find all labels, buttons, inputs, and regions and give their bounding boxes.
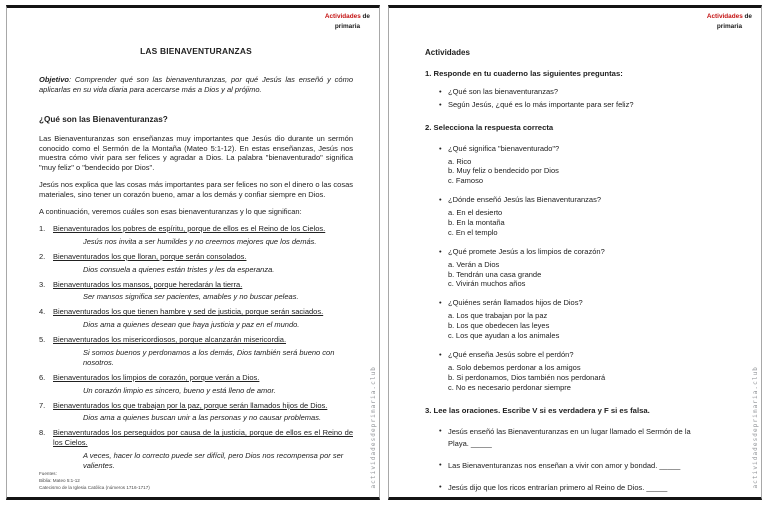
question-text-row <box>425 350 727 360</box>
question-text: • ¿Qué enseña Jesús sobre el perdón? <box>448 349 574 359</box>
option-item: b. En la montaña <box>448 217 505 227</box>
objective-text: Objetivo: Comprender qué son las bienaventuranzas, por qué Jesús las enseñó y cómo aplicarlas en su vida diaria para acercarse más a Dios y al prójimo. <box>39 75 353 94</box>
beatitude-text: Bienaventurados los que trabajan por la paz, porque serán llamados hijos de Dios. <box>53 400 328 410</box>
brand-word-actividades: Actividades <box>706 13 743 20</box>
beatitude-text: Bienaventurados los mansos, porque heredarán la tierra. <box>53 279 243 289</box>
brand-word-de: de <box>362 13 370 20</box>
brand-line-2: primaria <box>334 22 361 30</box>
sources-note <box>39 471 150 492</box>
watermark-vertical: actividadesdeprimaria.club <box>752 366 759 489</box>
page-2 <box>388 5 762 500</box>
page-1 <box>6 5 380 500</box>
paragraph: Las Bienaventuranzas son enseñanzas muy importantes que Jesús dio durante un sermón conocido como el Sermón de la Montaña (Mateo 5:1-12). En estas enseñanzas, Jesús nos muestra cómo vivir para ser felices y agradar a Dios. La palabra "bienaventurado" significa "muy feliz" o "bendecido por Dios". <box>39 133 353 173</box>
option-item: a. Rico <box>448 156 472 166</box>
truefalse-item: • Jesús enseñó las Bienaventuranzas en un lugar llamado el Sermón de la Playa. _____ <box>425 426 727 450</box>
option-item: b. Los que obedecen las leyes <box>448 321 550 331</box>
question-item <box>425 298 727 341</box>
activity-2-heading: 2. Selecciona la respuesta correcta <box>425 123 554 133</box>
beatitude-meaning: Dios consuela a quienes están tristes y les da esperanza. <box>83 264 275 274</box>
beatitude-number: 2. <box>39 251 46 261</box>
beatitude-number: 8. <box>39 428 46 438</box>
activity-3 <box>425 406 727 493</box>
beatitude-item <box>39 373 353 396</box>
activity-3-heading: 3. Lee las oraciones. Escribe V si es verdadera y F si es falsa. <box>425 406 650 416</box>
truefalse-list <box>425 426 727 494</box>
activity-1-list <box>425 87 727 110</box>
option-list <box>425 260 727 290</box>
option-item: a. Los que trabajan por la paz <box>448 311 548 321</box>
question-text-row <box>425 195 727 205</box>
option-item: c. Los que ayudan a los animales <box>448 331 560 340</box>
paragraph: A continuación, veremos cuáles son esas bienaventuranzas y lo que significan: <box>39 207 302 217</box>
beatitude-item <box>39 335 353 368</box>
beatitude-meaning: Un corazón limpio es sincero, bueno y está lleno de amor. <box>83 385 276 395</box>
option-item: c. Vivirán muchos años <box>448 279 526 289</box>
option-list <box>425 363 727 393</box>
question-list <box>425 144 727 393</box>
beatitude-text: Bienaventurados los perseguidos por causa de la justicia, porque de ellos es el Reino de los Cielos. <box>53 428 353 448</box>
option-item: c. No es necesario perdonar siempre <box>448 382 571 392</box>
brand-word-actividades: Actividades <box>324 13 361 20</box>
question-item <box>425 247 727 290</box>
beatitude-meaning: Dios ama a quienes buscan unir a las personas y no causar problemas. <box>83 413 322 423</box>
option-list <box>425 311 727 341</box>
truefalse-item: • Las Bienaventuranzas nos enseñan a vivir con amor y bondad. _____ <box>425 460 727 472</box>
source-line: Biblia: Mateo 5:1-12 <box>39 478 80 484</box>
question-text: • ¿Quiénes serán llamados hijos de Dios? <box>448 298 583 308</box>
option-item: c. Famoso <box>448 176 484 186</box>
option-list <box>425 157 727 187</box>
beatitude-meaning: A veces, hacer lo correcto puede ser difícil, pero Dios nos recompensa por ser valientes. <box>83 451 344 470</box>
beatitude-item <box>39 224 353 247</box>
beatitude-item <box>39 401 353 424</box>
beatitude-number: 7. <box>39 400 46 410</box>
beatitude-text: Bienaventurados los misericordiosos, porque alcanzarán misericordia. <box>53 335 287 345</box>
beatitude-text: Bienaventurados los limpios de corazón, porque verán a Dios. <box>53 372 260 382</box>
beatitude-meaning: Jesús nos invita a ser humildes y no creernos mejores que los demás. <box>83 236 317 246</box>
beatitude-text: Bienaventurados los que lloran, porque serán consolados. <box>53 251 247 261</box>
beatitude-item <box>39 252 353 275</box>
question-text-row <box>425 144 727 154</box>
truefalse-item: • Jesús dijo que los ricos entrarían primero al Reino de Dios. _____ <box>425 482 727 494</box>
activity-1-heading: 1. Responde en tu cuaderno las siguientes preguntas: <box>425 68 623 78</box>
option-item: b. Muy feliz o bendecido por Dios <box>448 166 559 176</box>
beatitude-meaning: Si somos buenos y perdonamos a los demás, Dios también será bueno con nosotros. <box>83 347 335 367</box>
activity-bullet-item: • Según Jesús, ¿qué es lo más importante para ser feliz? <box>425 100 727 110</box>
source-line: Fuentes: <box>39 471 57 477</box>
source-line: Catecismo de la Iglesia Católica (números 1716-1717) <box>39 485 150 491</box>
beatitude-number: 3. <box>39 279 46 289</box>
activity-2 <box>425 123 727 392</box>
activity-bullet-item: • ¿Qué son las bienaventuranzas? <box>425 87 727 97</box>
question-item <box>425 350 727 393</box>
activity-1 <box>425 69 727 110</box>
beatitude-number: 4. <box>39 307 46 317</box>
activities-heading: Actividades <box>425 48 470 57</box>
question-text: • ¿Qué significa "bienaventurado"? <box>448 143 560 153</box>
beatitude-text: Bienaventurados los que tienen hambre y sed de justicia, porque serán saciados. <box>53 307 324 317</box>
beatitude-text: Bienaventurados los pobres de espíritu, porque de ellos es el Reino de los Cielos. <box>53 223 326 233</box>
question-text-row <box>425 247 727 257</box>
page-1-content <box>7 8 379 497</box>
option-item: b. Tendrán una casa grande <box>448 269 542 279</box>
beatitude-item <box>39 280 353 303</box>
watermark-vertical: actividadesdeprimaria.club <box>370 366 377 489</box>
section-heading: ¿Qué son las Bienaventuranzas? <box>39 114 168 124</box>
objective-label: Objetivo <box>39 75 70 85</box>
question-text-row <box>425 298 727 308</box>
paragraph: Jesús nos explica que las cosas más importantes para ser felices no son el dinero o las cosas materiales, sino tener un corazón bueno, amar a los demás y confiar siempre en Dios. <box>39 180 353 200</box>
question-item <box>425 195 727 238</box>
brand-line-2: primaria <box>716 22 743 30</box>
beatitude-item <box>39 428 353 471</box>
question-text: • ¿Dónde enseñó Jesús las Bienaventuranzas? <box>448 195 602 205</box>
beatitude-number: 5. <box>39 335 46 345</box>
beatitude-item <box>39 307 353 330</box>
option-item: a. Solo debemos perdonar a los amigos <box>448 362 581 372</box>
beatitude-number: 6. <box>39 372 46 382</box>
brand-word-de: de <box>744 13 752 20</box>
intro-paragraphs <box>39 134 353 217</box>
beatitudes-list <box>39 224 353 471</box>
option-item: c. En el templo <box>448 227 498 237</box>
beatitude-meaning: Ser mansos significa ser pacientes, amables y no buscar peleas. <box>83 292 299 302</box>
beatitude-number: 1. <box>39 223 46 233</box>
question-item <box>425 144 727 187</box>
page-title: LAS BIENAVENTURANZAS <box>140 46 252 56</box>
option-item: b. Si perdonamos, Dios también nos perdonará <box>448 372 606 382</box>
question-text: • ¿Qué promete Jesús a los limpios de corazón? <box>448 246 605 256</box>
option-item: a. Verán a Dios <box>448 259 500 269</box>
option-list <box>425 208 727 238</box>
page-2-content <box>389 8 761 497</box>
beatitude-meaning: Dios ama a quienes desean que haya justicia y paz en el mundo. <box>83 320 300 330</box>
option-item: a. En el desierto <box>448 208 503 218</box>
